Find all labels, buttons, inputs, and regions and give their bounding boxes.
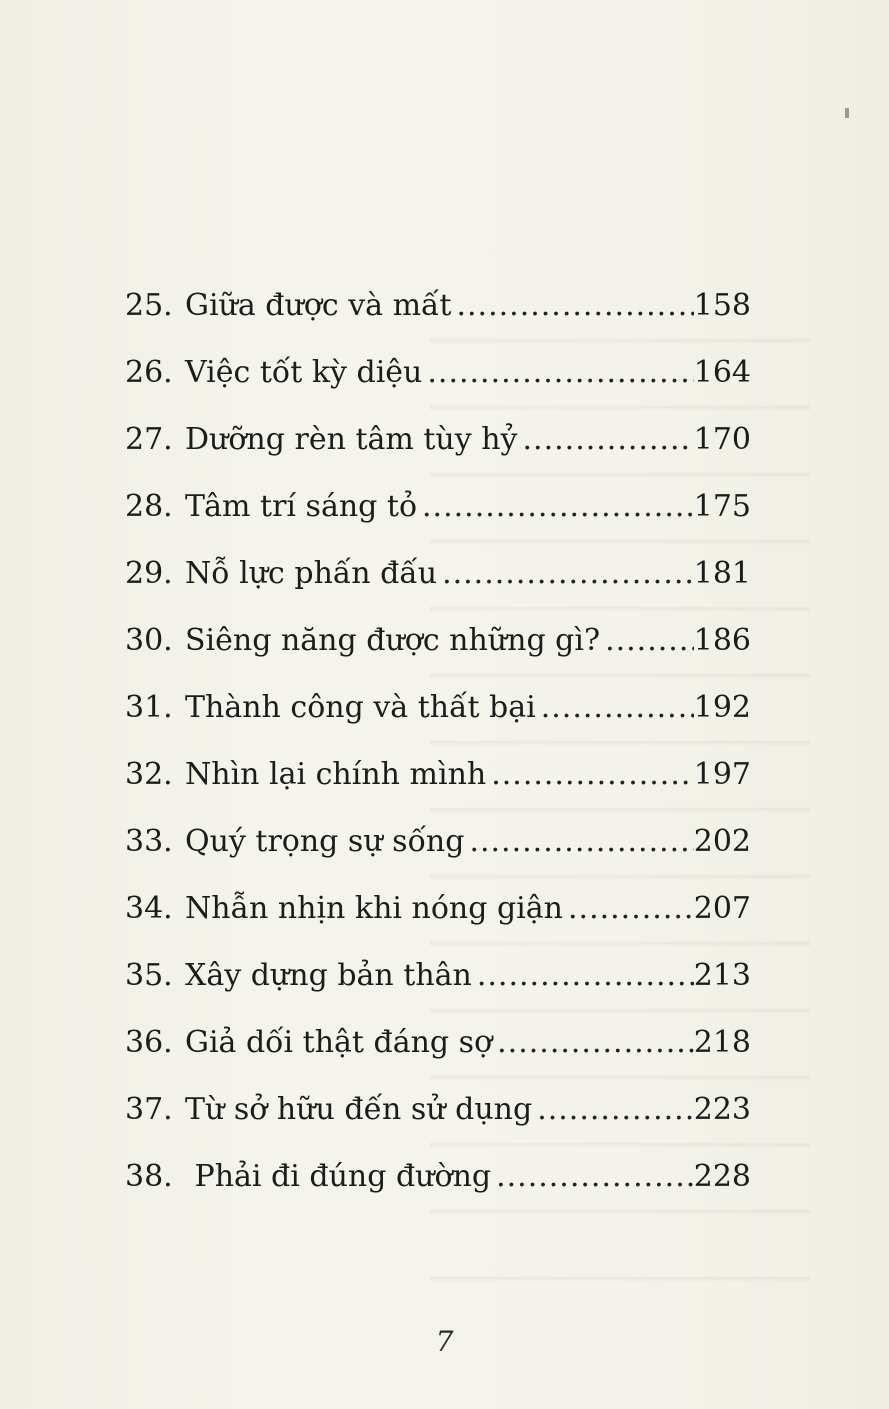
toc-entry-page: 228	[693, 1159, 751, 1194]
toc-entry-number: 37.	[125, 1092, 173, 1127]
table-of-contents	[125, 272, 751, 1210]
toc-leader-dots	[488, 741, 694, 808]
toc-entry-page: 181	[693, 556, 751, 591]
toc-entry-number: 27.	[125, 422, 173, 457]
toc-entry	[125, 1009, 751, 1076]
toc-entry-number: 32.	[125, 757, 173, 792]
toc-leader-dots	[424, 339, 693, 406]
toc-leader-dots	[538, 674, 694, 741]
toc-entry-number: 28.	[125, 489, 173, 524]
toc-leader-dots	[419, 473, 694, 540]
toc-entry-title: Phải đi đúng đường	[185, 1159, 492, 1194]
toc-entry-number: 25.	[125, 288, 173, 323]
toc-leader-dots	[602, 607, 694, 674]
toc-entry-number: 34.	[125, 891, 173, 926]
toc-entry-title: Xây dựng bản thân	[185, 958, 472, 993]
toc-entry-number: 26.	[125, 355, 173, 390]
toc-entry-number: 31.	[125, 690, 173, 725]
toc-entry-number: 38.	[125, 1159, 173, 1194]
toc-entry-page: 218	[693, 1025, 751, 1060]
toc-entry-title: Thành công và thất bại	[185, 690, 536, 725]
toc-entry	[125, 540, 751, 607]
toc-leader-dots	[466, 808, 693, 875]
toc-entry-title: Tâm trí sáng tỏ	[185, 489, 418, 524]
toc-entry-title: Nhìn lại chính mình	[185, 757, 487, 792]
toc-leader-dots	[520, 406, 694, 473]
toc-entry-page: 192	[693, 690, 751, 725]
toc-entry-page: 164	[693, 355, 751, 390]
toc-entry-number: 33.	[125, 824, 173, 859]
toc-entry	[125, 406, 751, 473]
toc-entry-title: Nỗ lực phấn đấu	[185, 556, 438, 591]
toc-entry-page: 197	[693, 757, 751, 792]
toc-leader-dots	[493, 1143, 694, 1210]
page-number: 7	[435, 1325, 454, 1358]
toc-leader-dots	[474, 942, 694, 1009]
toc-entry-title: Nhẫn nhịn khi nóng giận	[185, 891, 563, 926]
toc-entry-number: 30.	[125, 623, 173, 658]
toc-entry-page: 175	[693, 489, 751, 524]
toc-entry-title: Giả dối thật đáng sợ	[185, 1025, 493, 1060]
toc-leader-dots	[439, 540, 694, 607]
toc-entry-title: Dưỡng rèn tâm tùy hỷ	[185, 422, 518, 457]
toc-entry-title: Quý trọng sự sống	[185, 824, 465, 859]
toc-entry-number: 35.	[125, 958, 173, 993]
toc-entry-title: Từ sở hữu đến sử dụng	[185, 1092, 533, 1127]
toc-entry-page: 207	[693, 891, 751, 926]
toc-entry	[125, 339, 751, 406]
toc-entry-page: 170	[693, 422, 751, 457]
toc-entry	[125, 942, 751, 1009]
toc-entry	[125, 1143, 751, 1210]
toc-entry	[125, 875, 751, 942]
toc-entry	[125, 473, 751, 540]
toc-leader-dots	[494, 1009, 694, 1076]
page-edge-mark	[845, 108, 849, 118]
toc-entry-number: 29.	[125, 556, 173, 591]
toc-leader-dots	[453, 272, 693, 339]
toc-entry-page: 186	[693, 623, 751, 658]
toc-entry-title: Giữa được và mất	[185, 288, 452, 323]
toc-leader-dots	[534, 1076, 694, 1143]
toc-entry	[125, 1076, 751, 1143]
toc-entry-title: Siêng năng được những gì?	[185, 623, 601, 658]
toc-leader-dots	[565, 875, 694, 942]
toc-entry-page: 202	[693, 824, 751, 859]
toc-entry	[125, 272, 751, 339]
toc-entry	[125, 808, 751, 875]
toc-entry-page: 158	[693, 288, 751, 323]
toc-entry-page: 213	[693, 958, 751, 993]
toc-entry-page: 223	[693, 1092, 751, 1127]
toc-entry	[125, 607, 751, 674]
toc-entry	[125, 741, 751, 808]
toc-entry-title: Việc tốt kỳ diệu	[185, 355, 423, 390]
toc-entry-number: 36.	[125, 1025, 173, 1060]
toc-entry	[125, 674, 751, 741]
